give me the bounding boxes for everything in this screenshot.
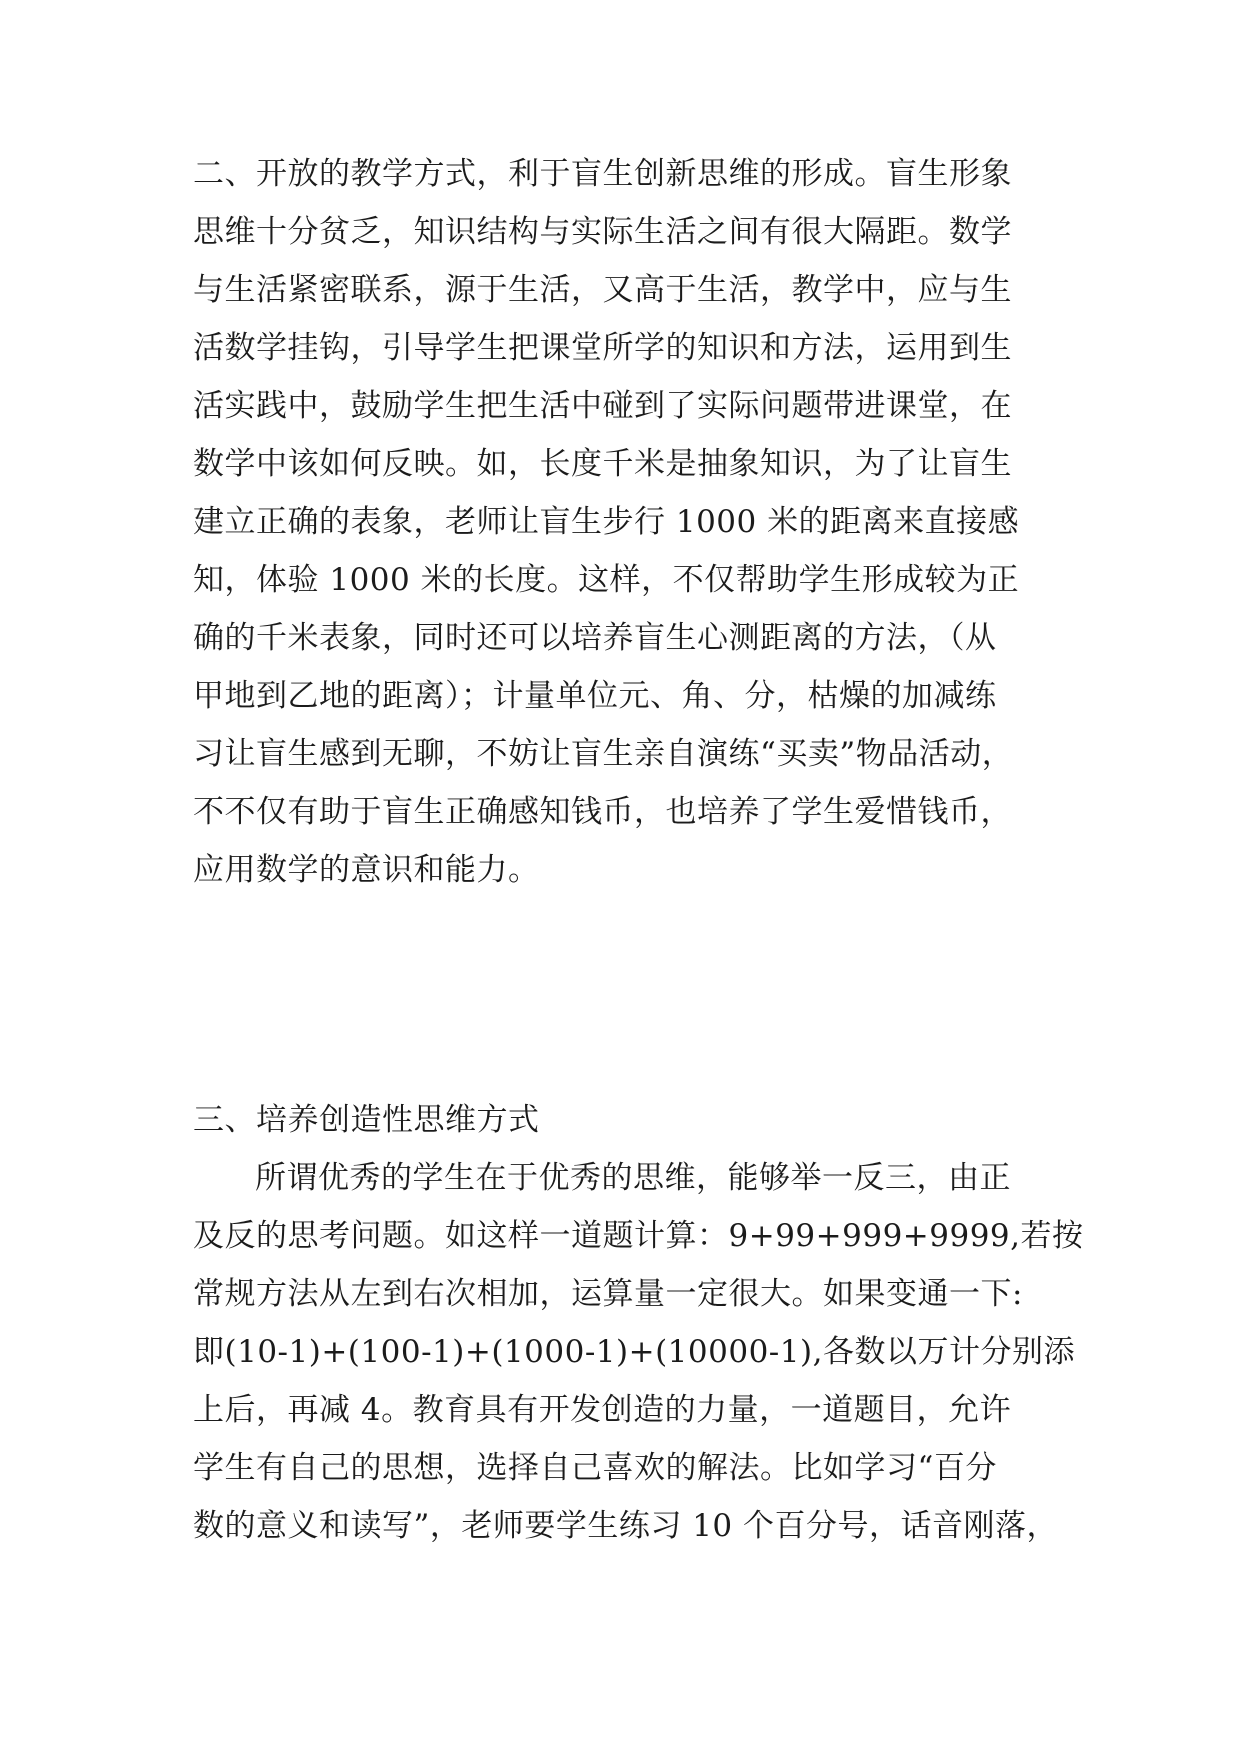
paragraph-line: 不不仅有助于盲生正确感知钱币，也培养了学生爱惜钱币， bbox=[193, 794, 1012, 830]
paragraph-line: 数的意义和读写”，老师要学生练习 10 个百分号，话音刚落， bbox=[193, 1508, 1058, 1544]
paragraph-line: 活数学挂钩，引导学生把课堂所学的知识和方法，运用到生 bbox=[193, 330, 1012, 366]
paragraph-line: 二、开放的教学方式，利于盲生创新思维的形成。盲生形象 bbox=[193, 156, 1012, 192]
paragraph-line: 即(10-1)+(100-1)+(1000-1)+(10000-1),各数以万计分别添 bbox=[193, 1334, 1075, 1370]
paragraph-line: 知，体验 1000 米的长度。这样，不仅帮助学生形成较为正 bbox=[193, 562, 1020, 598]
paragraph-line: 应用数学的意识和能力。 bbox=[193, 852, 540, 888]
paragraph-line: 上后，再减 4。教育具有开发创造的力量，一道题目，允许 bbox=[193, 1392, 1012, 1428]
paragraph-line: 所谓优秀的学生在于优秀的思维，能够举一反三，由正 bbox=[255, 1160, 1011, 1196]
paragraph-line: 与生活紧密联系，源于生活，又高于生活，教学中，应与生 bbox=[193, 272, 1012, 308]
paragraph-line: 思维十分贫乏，知识结构与实际生活之间有很大隔距。数学 bbox=[193, 214, 1012, 250]
section-heading: 三、培养创造性思维方式 bbox=[193, 1102, 540, 1138]
paragraph-line: 习让盲生感到无聊，不妨让盲生亲自演练“买卖”物品活动， bbox=[193, 736, 1014, 772]
paragraph-line: 常规方法从左到右次相加，运算量一定很大。如果变通一下: bbox=[193, 1276, 1023, 1312]
paragraph-line: 数学中该如何反映。如，长度千米是抽象知识，为了让盲生 bbox=[193, 446, 1012, 482]
paragraph-line: 建立正确的表象，老师让盲生步行 1000 米的距离来直接感 bbox=[193, 504, 1020, 540]
paragraph-line: 活实践中，鼓励学生把生活中碰到了实际问题带进课堂，在 bbox=[193, 388, 1012, 424]
paragraph-line: 确的千米表象，同时还可以培养盲生心测距离的方法，（从 bbox=[193, 620, 997, 656]
paragraph-line: 及反的思考问题。如这样一道题计算：9+99+999+9999,若按 bbox=[193, 1218, 1084, 1254]
paragraph-line: 学生有自己的思想，选择自己喜欢的解法。比如学习“百分 bbox=[193, 1450, 997, 1486]
paragraph-line: 甲地到乙地的距离）；计量单位元、角、分，枯燥的加减练 bbox=[193, 678, 997, 714]
